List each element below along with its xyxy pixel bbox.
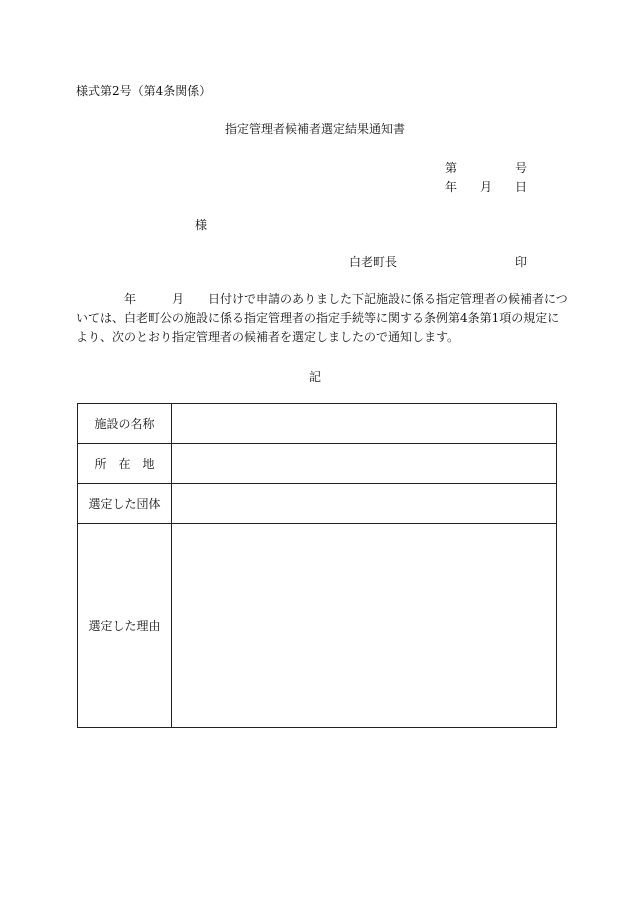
selection-reason-label: 選定した理由 xyxy=(78,524,172,728)
body-line-3: より、次のとおり指定管理者の候補者を選定しましたので通知します。 xyxy=(76,330,460,344)
body-line-1-text: 日付けで申請のありました下記施設に係る指定管理者の候補者につ xyxy=(208,292,568,306)
facility-name-value xyxy=(172,404,557,444)
facility-name-label: 施設の名称 xyxy=(78,404,172,444)
body-line-1 xyxy=(76,292,568,306)
ki-heading: 記 xyxy=(308,370,321,384)
table-row xyxy=(78,524,557,728)
selected-organization-label: 選定した団体 xyxy=(78,484,172,524)
form-number: 様式第2号（第4条関係） xyxy=(76,84,212,98)
selected-organization-value xyxy=(172,484,557,524)
date-day-label: 日 xyxy=(515,180,528,194)
body-month-label: 月 xyxy=(172,292,185,306)
table-row xyxy=(78,404,557,444)
body-year-label: 年 xyxy=(124,292,137,306)
addressee-suffix: 様 xyxy=(195,218,208,232)
body-line-2: いては、白老町公の施設に係る指定管理者の指定手続等に関する条例第4条第1項の規定に xyxy=(76,311,560,325)
issue-number-label: 第 xyxy=(445,161,458,175)
seal-mark: 印 xyxy=(515,255,528,269)
location-value xyxy=(172,444,557,484)
issuer-name: 白老町長 xyxy=(349,255,398,269)
date-year-label: 年 xyxy=(445,180,458,194)
selection-reason-value xyxy=(172,524,557,728)
body-text xyxy=(76,292,568,350)
record-table xyxy=(77,403,557,728)
date-month-label: 月 xyxy=(480,180,493,194)
table-row xyxy=(78,444,557,484)
issue-number-suffix: 号 xyxy=(515,161,528,175)
table-row xyxy=(78,484,557,524)
location-label: 所 在 地 xyxy=(78,444,172,484)
document-title: 指定管理者候補者選定結果通知書 xyxy=(224,122,405,136)
